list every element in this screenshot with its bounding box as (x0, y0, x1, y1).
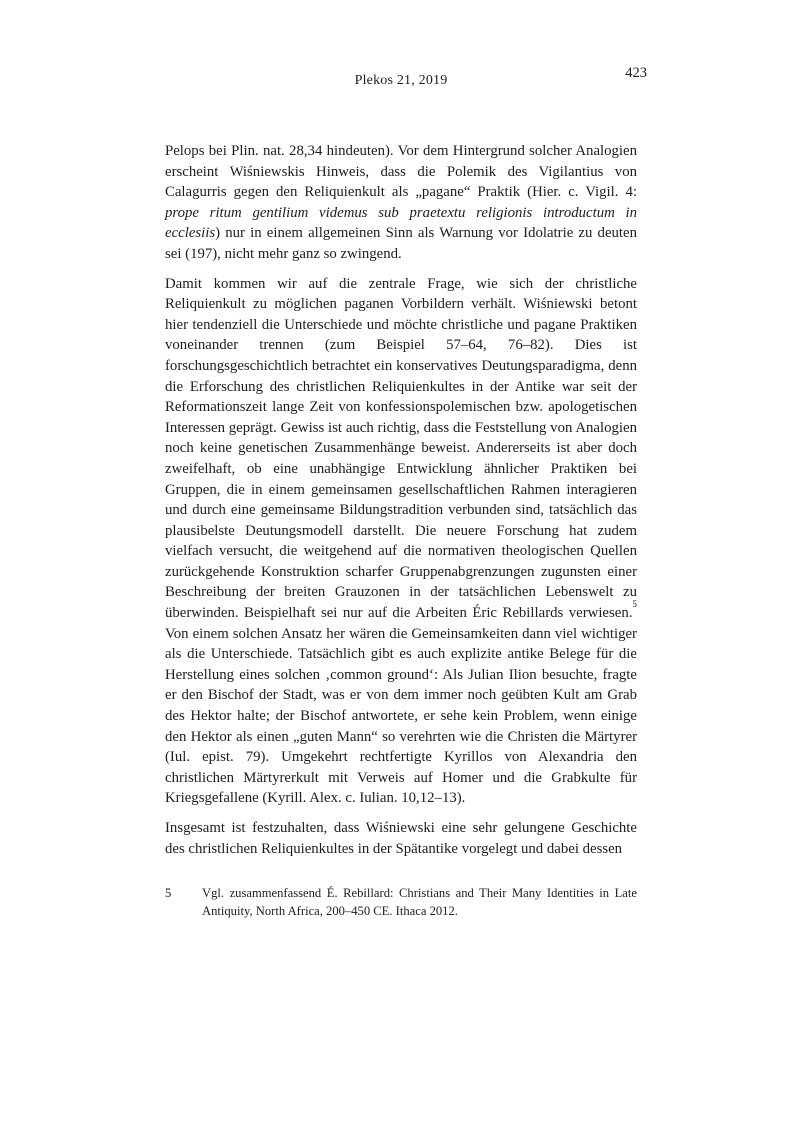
paragraph-2 (165, 274, 637, 809)
footnote-number: 5 (165, 886, 172, 901)
p1-latin-quote: prope ritum gentilium videmus sub praetextu religionis introductum in ecclesiis (165, 204, 637, 242)
p1-text-before-quote: Pelops bei Plin. nat. 28,34 hindeuten). Vor dem Hintergrund solcher Analogien erscheint Wiśniewskis Hinweis, dass die Polemik des Vigilantius von Calagurris gegen den Reliquienkult als „pagane“ Praktik (Hier. c. Vigil. 4: (165, 143, 637, 201)
footnote-block (165, 885, 637, 920)
journal-running-head: Plekos 21, 2019 (354, 73, 448, 88)
p2-text-2: Von einem solchen Ansatz her wären die Gemeinsamkeiten dann viel wichtiger als die Unterschiede. Tatsächlich gibt es auch explizite antike Belege für die Herstellung eines solchen ‚common ground‘: Als Julian Ilion besuchte, fragte er den Bischof der Stadt, was er von dem immer noch geübten Kult am Grab des Hektor halte; der Bischof antwortete, er sehe kein Problem, wenn einige den Hektor als einen „guten Mann“ so verehrten wie die Christen die Märtyrer (Iul. epist. 79). Umgekehrt rechtfertigte Kyrillos von Alexandria den christlichen Märtyrerkult mit Verweis auf Homer und die Grabkulte für Kriegsgefallene (Kyrill. Alex. c. Iulian. 10,12–13). (165, 625, 637, 807)
p3-text: Insgesamt ist festzuhalten, dass Wiśniewski eine sehr gelungene Geschichte des christlichen Reliquienkultes in der Spätantike vorgelegt und dabei dessen (165, 820, 637, 857)
page-number: 423 (625, 65, 647, 81)
paragraph-3 (165, 818, 637, 859)
p1-text-after-quote: ) nur in einem allgemeinen Sinn als Warnung vor Idolatrie zu deuten sei (197), nicht mehr ganz so zwingend. (165, 225, 637, 262)
main-text-block (165, 141, 637, 920)
p2-text-1: Damit kommen wir auf die zentrale Frage, wie sich der christliche Reliquienkult zu möglichen paganen Vorbildern verhält. Wiśniewski betont hier tendenziell die Unterschiede und möchte christliche und pagane Praktiken voneinander trennen (zum Beispiel 57–64, 76–82). Dies ist forschungsgeschichtlich betrachtet ein konservatives Deutungsparadigma, denn die Erforschung des christlichen Reliquienkultes in der Antike war seit der Reformationszeit lange Zeit von konfessionspolemischen bzw. apologetischen Interessen geprägt. Gewiss ist auch richtig, dass die Feststellung von Analogien noch keine genetischen Zusammenhänge beweist. Andererseits ist aber doch zweifelhaft, ob eine unabhängige Entwicklung ähnlicher Praktiken bei Gruppen, die in einem gemeinsamen gesellschaftlichen Rahmen interagieren und durch eine gemeinsame Bildungstradition verbunden sind, tatsächlich das plausibelste Deutungsmodell darstellt. Die neuere Forschung hat zudem vielfach versucht, die weitgehend auf die normativen theologischen Quellen zurückgehende Konstruktion scharfer Gruppenabgrenzungen zugunsten einer Beschreibung der breiten Grauzonen in der tatsächlichen Lebenswelt zu überwinden. Beispielhaft sei nur auf die Arbeiten Éric Rebillards verwiesen. (165, 275, 637, 622)
footnote-text: Vgl. zusammenfassend É. Rebillard: Christians and Their Many Identities in Late Antiquity, North Africa, 200–450 CE. Ithaca 2012. (202, 886, 637, 918)
footnote-reference-5: 5 (632, 599, 637, 610)
paragraph-1 (165, 141, 637, 265)
